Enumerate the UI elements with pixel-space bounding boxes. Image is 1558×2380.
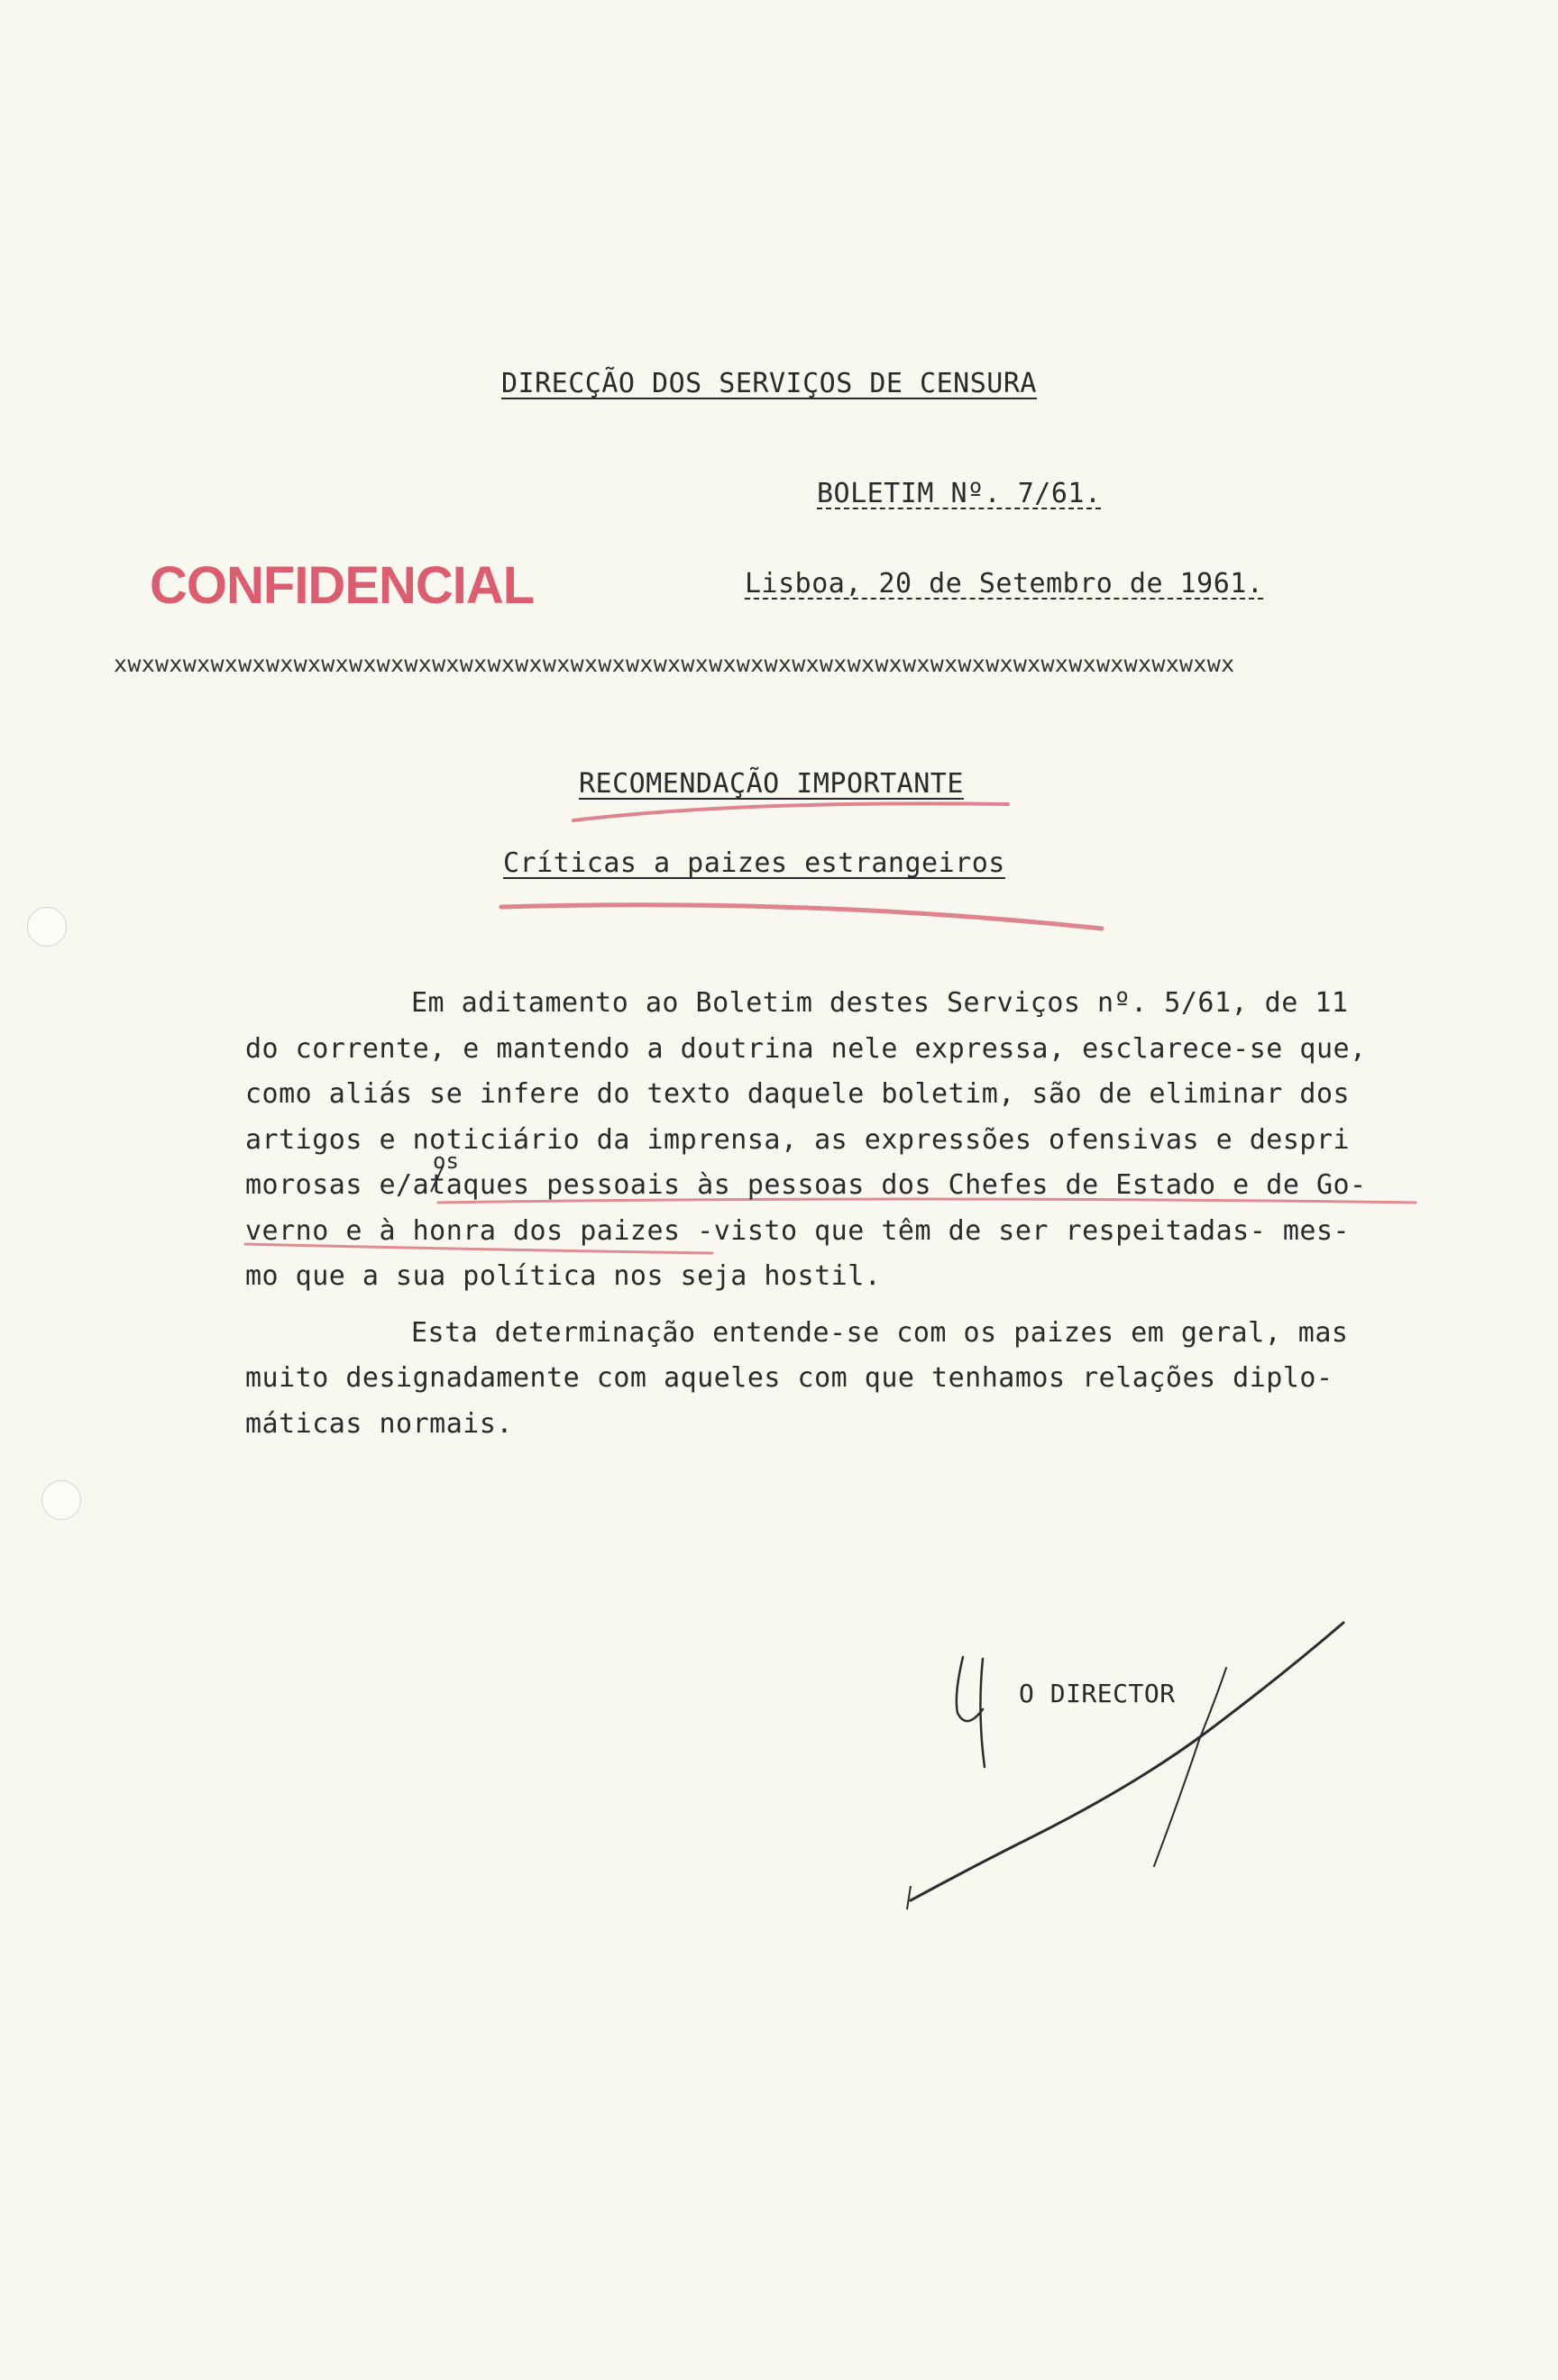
insertion-os: os [433, 1149, 459, 1174]
body-line: morosas e/ataques pessoais às pessoas dos Chefes de Estado e de Go- [245, 1169, 1367, 1201]
document-title: DIRECÇÃO DOS SERVIÇOS DE CENSURA [501, 368, 1037, 399]
body-line: máticas normais. [245, 1407, 513, 1440]
body-line: artigos e noticiário da imprensa, as expressões ofensivas e despri [245, 1123, 1351, 1156]
signature-mark [911, 1623, 1343, 1900]
body-line: verno e à honra dos paizes -visto que têm de ser respeitadas- mes- [245, 1214, 1351, 1247]
paragraph-1 [245, 981, 1508, 1300]
punch-hole-bottom [41, 1480, 81, 1520]
body-line: Em aditamento ao Boletim destes Serviços nº. 5/61, de 11 [411, 987, 1349, 1019]
recommendation-heading: RECOMENDAÇÃO IMPORTANTE [579, 768, 964, 800]
typed-divider: xwxwxwxwxwxwxwxwxwxwxwxwxwxwxwxwxwxwxwxwxwxwxwxwxwxwxwxwxwxwxwxwxwxwxwxwxwxwxwxwx [114, 651, 1235, 677]
red-underline-subject [501, 905, 1102, 929]
signature-tail [907, 1886, 911, 1909]
body-line: como aliás se infere do texto daquele boletim, são de eliminar dos [245, 1078, 1351, 1110]
body-line: do corrente, e mantendo a doutrina nele expressa, esclarece-se que, [245, 1032, 1367, 1065]
body-line: muito designadamente com aqueles com que tenhamos relações diplo- [245, 1362, 1333, 1394]
bulletin-number: BOLETIM Nº. 7/61. [817, 478, 1102, 509]
signatory-role: O DIRECTOR [1019, 1679, 1176, 1708]
letter-body [245, 981, 1508, 1458]
document-date: Lisboa, 20 de Setembro de 1961. [745, 568, 1264, 600]
red-underline-recommendation [573, 803, 1008, 820]
signature-initial [957, 1657, 985, 1767]
paragraph-2 [245, 1311, 1508, 1448]
subject-heading: Críticas a paizes estrangeiros [503, 847, 1005, 879]
body-line: Esta determinação entende-se com os paizes em geral, mas [411, 1316, 1349, 1349]
body-line: mo que a sua política nos seja hostil. [245, 1260, 882, 1292]
punch-hole-top [27, 907, 67, 947]
confidential-stamp: CONFIDENCIAL [150, 556, 535, 615]
